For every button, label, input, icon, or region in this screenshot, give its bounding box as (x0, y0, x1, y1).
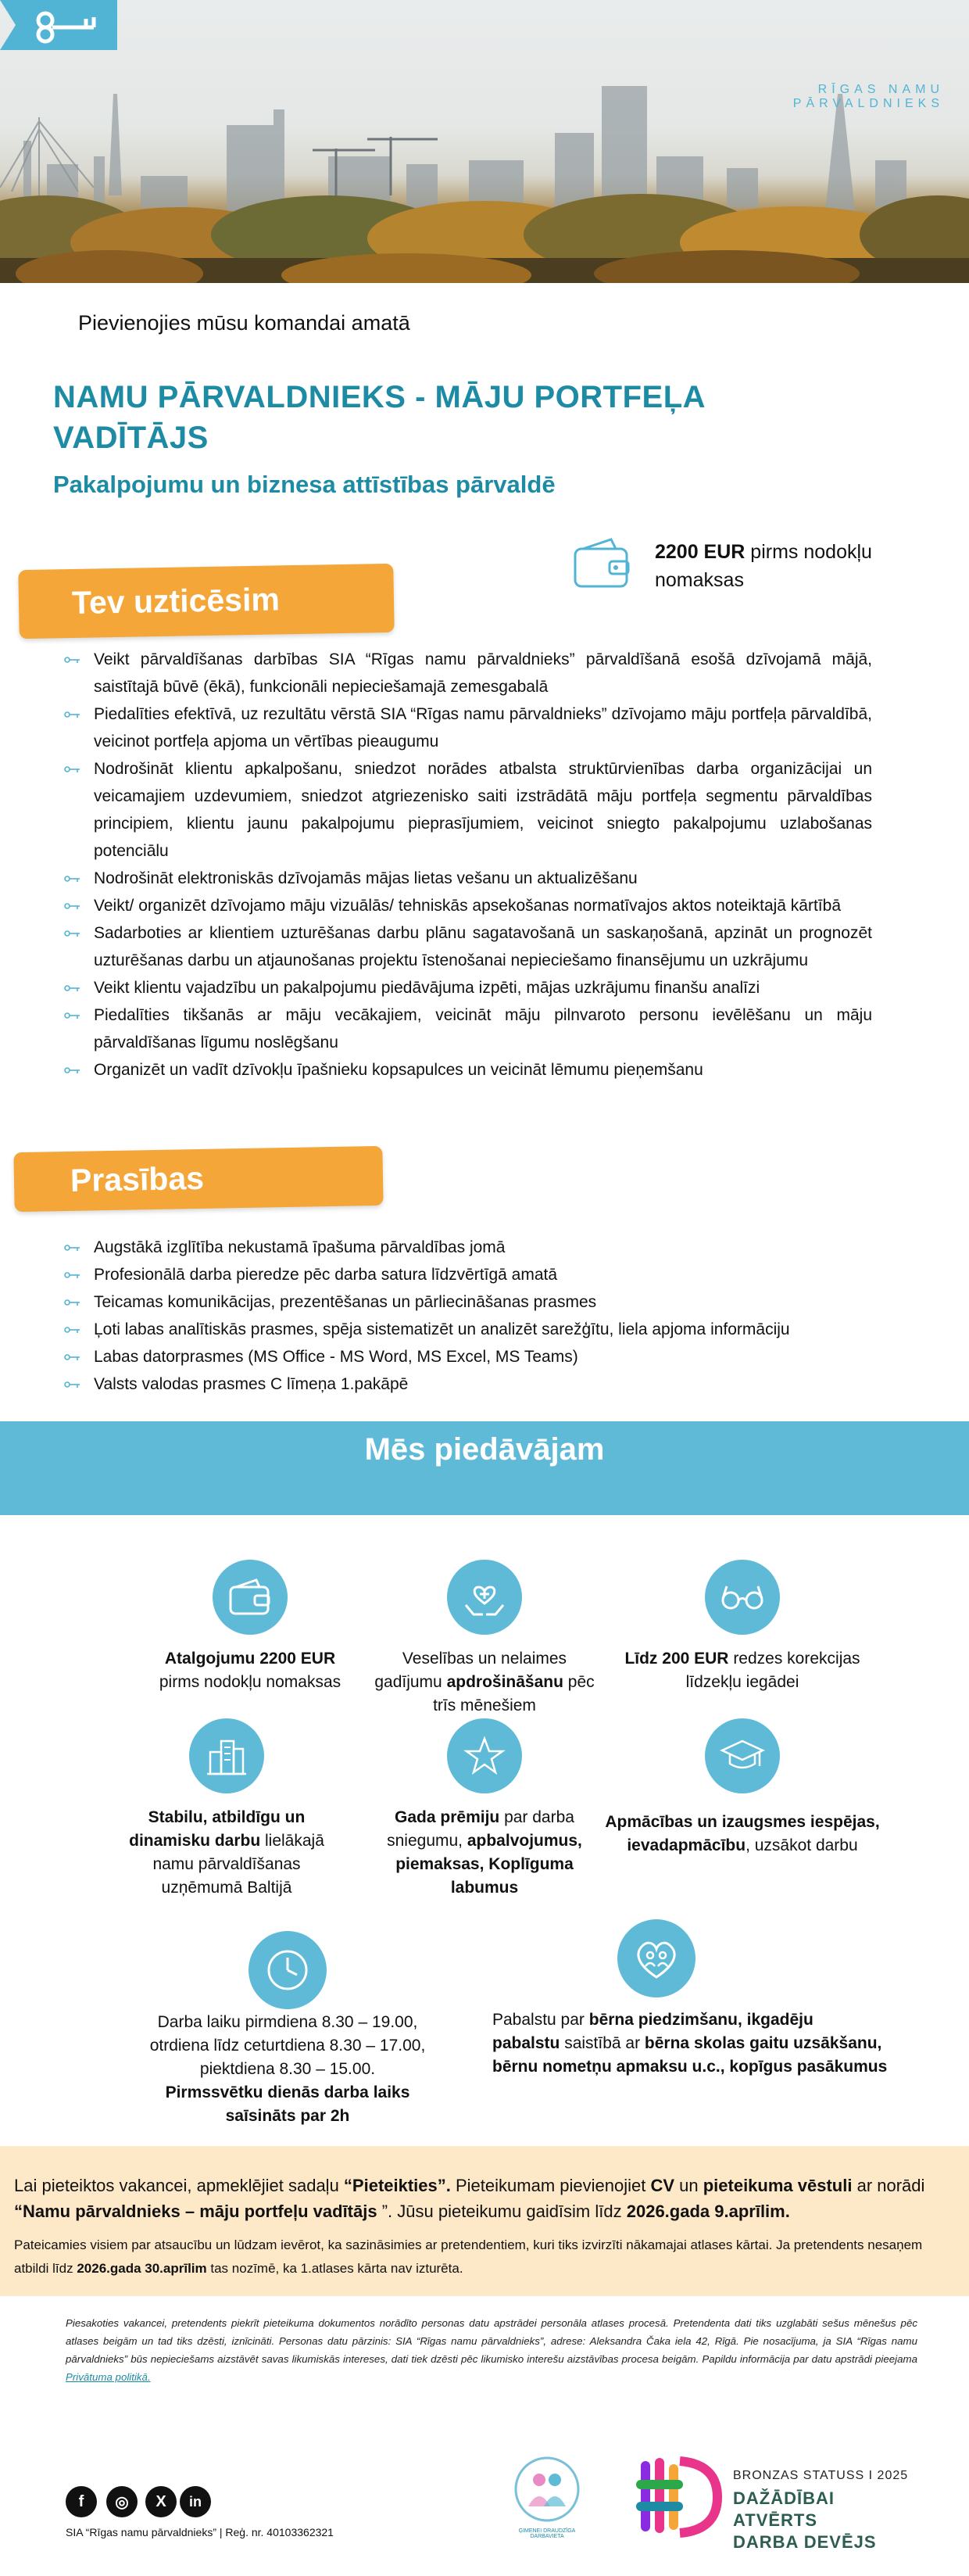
benefit-glasses-text (602, 1647, 883, 1694)
list-item-text: Nodrošināt elektroniskās dzīvojamās mājas lietas vešanu un aktualizēšanu (94, 869, 638, 887)
benefit-stable-line-2: namu pārvaldīšanas (152, 1855, 301, 1873)
apply-letter: pieteikuma vēstuli (703, 2176, 853, 2195)
benefit-bonus-text (367, 1806, 602, 1900)
department-subtitle: Pakalpojumu un biznesa attīstības pārvaldē (53, 471, 556, 498)
offer-section-header (0, 1421, 969, 1515)
list-item-text: Veikt klientu vajadzību un pakalpojumu piedāvājuma izpēti, mājas uzkrājumu finanšu analīzi (94, 979, 760, 997)
apply-followup-date: 2026.gada 30.aprīlim (77, 2261, 207, 2276)
star-icon (447, 1718, 522, 1793)
benefit-family-bold-4: bērnu nometņu apmaksu u.c., kopīgus pasākumus (492, 2058, 888, 2076)
apply-text-g: ar norādi (852, 2176, 925, 2195)
list-item-text: Veikt/ organizēt dzīvojamo māju vizuālās/ tehniskās apsekošanas normatīvajos aktos noteiktajā kārtībā (94, 897, 842, 915)
key-bullet-icon (64, 1270, 83, 1281)
benefit-stable-bold-2: dinamisku darbu (129, 1832, 261, 1850)
key-bullet-icon (64, 983, 83, 994)
benefit-insurance (344, 1560, 625, 1716)
family-friendly-caption: ĢIMENEI DRAUDZĪGA DARBAVIETA (518, 2528, 576, 2539)
apply-text-c: Pieteikumam pievienojiet (450, 2176, 651, 2195)
key-bullet-icon (64, 1065, 83, 1076)
privacy-policy-link[interactable]: Privātuma politikā. (66, 2371, 151, 2383)
intro-text: Pievienojies mūsu komandai amatā (78, 311, 410, 335)
list-item-text: Organizēt un vadīt dzīvokļu īpašnieku kopsapulces un veicināt lēmumu pieņemšanu (94, 1061, 703, 1079)
company-logo-key-icon (0, 0, 117, 50)
section-heading-requirements (13, 1146, 383, 1212)
list-item (64, 1001, 872, 1056)
list-item-text: Ļoti labas analītiskās prasmes, spēja sistematizēt un analizēt sarežģītu, liela apjoma informāciju (94, 1320, 790, 1338)
key-bullet-icon (64, 1297, 83, 1308)
benefit-glasses-line-2: līdzekļu iegādei (685, 1673, 799, 1691)
list-item (64, 1261, 872, 1288)
benefit-training-rest: , uzsākot darbu (746, 1836, 858, 1854)
key-bullet-icon (64, 873, 83, 884)
list-item-text: Piedalīties efektīvā, uz rezultātu vērstā SIA “Rīgas namu pārvaldnieks” dzīvojamo māju portfeļa pārvaldībā, veicinot portfeļa apjoma un vērtības pieaugumu (94, 705, 872, 751)
list-item (64, 755, 872, 865)
benefit-bonus-bold-3: piemaksas, Koplīguma (395, 1855, 574, 1873)
benefit-training-bold-2: ievadapmācību (627, 1836, 746, 1854)
list-item (64, 1343, 872, 1370)
key-bullet-icon (64, 1324, 83, 1335)
benefit-insurance-text (344, 1647, 625, 1718)
apply-cv: CV (650, 2176, 675, 2195)
apply-text-i: ”. Jūsu pieteikumu gaidīsim līdz (377, 2202, 627, 2221)
benefit-bonus-bold-1: Gada prēmiju (395, 1808, 500, 1826)
job-title (53, 377, 756, 458)
list-item (64, 1288, 872, 1316)
section-heading-trust (18, 564, 394, 639)
instagram-glyph: ◎ (115, 2493, 129, 2511)
benefit-training (602, 1718, 883, 1875)
key-bullet-icon (64, 764, 83, 775)
benefit-stable-line-3: uzņēmumā Baltijā (161, 1879, 292, 1897)
benefit-stable-bold-1: Stabilu, atbildīgu un (148, 1808, 306, 1826)
list-item (64, 865, 872, 892)
apply-position-reference: “Namu pārvaldnieks – māju portfeļu vadītājs (14, 2202, 377, 2221)
bronze-line-1: DAŽĀDĪBAI ATVĒRTS (733, 2488, 835, 2530)
city-building-icon (189, 1718, 264, 1793)
list-item (64, 1234, 872, 1261)
list-item-text: Teicamas komunikācijas, prezentēšanas un pārliecināšanas prasmes (94, 1293, 597, 1311)
privacy-text: Piesakoties vakancei, pretendents piekrīt pieteikuma dokumentos norādīto personas datu apstrādei personāla atlases procesā. Pretendenta dati tiks uzglabāti sešus mēnešus pēc atlases beigām un tad tiks dzēsti, iznīcināti. Personas datu pārzinis: SIA “Rīgas namu pārvaldnieks”, adrese: Aleksandra Čaka iela 42, Rīgā. Pie nosacījuma, ja SIA “Rīgas namu pārvaldnieks” būs nepieciešams aizstāvēt savas likumiskās intereses, dati tiek dzēsti pēc likumisko interešu aizstāvības procesa beigām. Papildu informācija par datu apstrādi pieejama (66, 2317, 917, 2365)
apply-followup-a: Pateicamies visiem par atsaucību un lūdzam ievērot, ka sazināsimies ar pretendentiem, kuri tiks izvirzīti nākamajai atlases kārtai. Ja pretendents nesaņem atbildi līdz (14, 2237, 923, 2276)
list-item-text: Piedalīties tikšanās ar māju vecākajiem, veicināt māju pilnvaroto personu ievēlēšanu un māju pārvaldīšanas līgumu noslēgšanu (94, 1006, 872, 1052)
benefit-insurance-line-3: trīs mēnešiem (433, 1696, 536, 1714)
benefit-bonus-bold-2: apbalvojumus, (467, 1832, 582, 1850)
list-item (64, 1316, 872, 1343)
benefit-hours-line-3: piektdiena 8.30 – 15.00. (199, 2060, 376, 2078)
clock-icon (249, 1931, 327, 2009)
linkedin-icon[interactable] (180, 2486, 211, 2517)
key-bullet-icon (64, 709, 83, 720)
benefit-stable-work (109, 1718, 344, 1906)
benefit-training-bold-1: Apmācības un izaugsmes iespējas, (605, 1813, 880, 1831)
requirements-list (64, 1234, 872, 1398)
list-item (64, 646, 872, 700)
benefit-bonus-bold-4: labumus (450, 1879, 519, 1897)
responsibilities-list (64, 646, 872, 1084)
family-heart-icon (617, 1919, 695, 1997)
bronze-status-title (733, 2488, 916, 2553)
application-followup-text (14, 2234, 949, 2280)
benefit-glasses-bold: Līdz 200 EUR (624, 1650, 729, 1668)
glasses-icon (705, 1560, 780, 1635)
list-item (64, 974, 872, 1001)
key-bullet-icon (64, 1352, 83, 1363)
benefit-bonus-line-1: par darba (499, 1808, 574, 1826)
benefit-family-support (484, 1919, 922, 2091)
list-item-text: Profesionālā darba pieredze pēc darba satura līdzvērtīgā amatā (94, 1266, 558, 1284)
benefit-family-bold-1: bērna piedzimšanu, ikgadēju (588, 2011, 813, 2029)
wallet-icon (213, 1560, 288, 1635)
benefit-bonus-line-2: sniegumu, (387, 1832, 467, 1850)
apply-followup-c: tas nozīmē, ka 1.atlases kārta nav izturēta. (206, 2261, 463, 2276)
bronze-status-label: BRONZAS STATUSS I 2025 (733, 2469, 909, 2482)
job-title-line-2: VADĪTĀJS (53, 421, 209, 455)
bronze-line-2: DARBA DEVĒJS (733, 2532, 877, 2552)
apply-text-e: un (674, 2176, 703, 2195)
diversity-employer-badge (635, 2453, 916, 2552)
list-item-text: Valsts valodas prasmes C līmeņa 1.pakāpē (94, 1375, 409, 1393)
list-item (64, 892, 872, 919)
privacy-notice (66, 2314, 917, 2386)
health-hands-icon (447, 1560, 522, 1635)
job-title-line-1: NAMU PĀRVALDNIEKS - MĀJU PORTFEĻA (53, 380, 706, 414)
key-bullet-icon (64, 1010, 83, 1021)
benefit-family-bold-2: pabalstu (492, 2034, 560, 2052)
apply-text-a: Lai pieteiktos vakancei, apmeklējiet sadaļu (14, 2176, 344, 2195)
key-bullet-icon (64, 654, 83, 665)
benefit-insurance-bold: apdrošināšanu (446, 1673, 563, 1691)
application-instructions (0, 2146, 969, 2296)
section-heading-trust-label: Tev uzticēsim (71, 581, 281, 621)
application-main-text (14, 2173, 949, 2224)
salary-summary (572, 535, 900, 597)
benefit-bonus (367, 1718, 602, 1906)
benefit-glasses (602, 1560, 883, 1708)
list-item-text: Veikt pārvaldīšanas darbības SIA “Rīgas namu pārvaldnieks” pārvaldīšanā esošā dzīvojamā mājā, saistītajā būvē (ēkā), funkcionāli nepieciešamajā zemesgabalā (94, 650, 872, 696)
family-friendly-logo-icon (511, 2452, 583, 2527)
riga-skyline-illustration (0, 0, 969, 283)
company-registration: SIA “Rīgas namu pārvaldnieks” | Reģ. nr. 40103362321 (66, 2526, 334, 2538)
apply-link-label[interactable]: “Pieteikties”. (343, 2176, 451, 2195)
benefit-hours-line-1: Darba laiku pirmdiena 8.30 – 19.00, (157, 2013, 418, 2031)
benefit-working-hours (116, 1931, 459, 2126)
facebook-icon[interactable] (66, 2486, 97, 2517)
list-item (64, 1056, 872, 1084)
benefit-insurance-line-1: Veselības un nelaimes (402, 1650, 567, 1668)
list-item-text: Augstākā izglītība nekustamā īpašuma pārvaldības jomā (94, 1238, 506, 1256)
benefit-salary-rest: pirms nodokļu nomaksas (159, 1673, 341, 1691)
salary-text (655, 538, 872, 594)
benefit-insurance-part-a: gadījumu (374, 1673, 447, 1691)
benefit-insurance-part-c: pēc (563, 1673, 595, 1691)
wallet-icon (572, 535, 631, 591)
benefit-family-text (492, 2008, 930, 2079)
logo-wordmark: RĪGAS NAMU PĀRVALDNIEKS (792, 83, 944, 110)
key-bullet-icon (64, 1242, 83, 1253)
benefit-salary-bold: Atalgojumu 2200 EUR (164, 1650, 336, 1668)
salary-text-part-1: pirms nodokļu (745, 541, 872, 563)
key-bullet-icon (64, 901, 83, 912)
list-item-text: Sadarboties ar klientiem uzturēšanas darbu plānu sagatavošanā un saskaņošanā, apzināt un prognozēt uzturēšanas darbu un atjaunošanas projektu īstenošanai nepieciešamo finansējumu un uzkrājumu (94, 924, 872, 969)
benefit-stable-work-text (109, 1806, 344, 1900)
benefit-hours-text (116, 2011, 459, 2128)
benefit-hours-bold-2: saīsināts par 2h (225, 2107, 350, 2125)
linkedin-glyph: in (189, 2493, 202, 2510)
x-icon[interactable] (145, 2486, 177, 2517)
benefit-hours-line-2: otrdiena līdz ceturtdiena 8.30 – 17.00, (149, 2037, 426, 2055)
benefit-family-part-2: saistībā ar (560, 2034, 645, 2052)
benefit-glasses-line-1: redzes korekcijas (728, 1650, 860, 1668)
list-item (64, 1370, 872, 1398)
key-bullet-icon (64, 1379, 83, 1390)
salary-text-part-2: nomaksas (655, 569, 744, 591)
benefit-family-part-1: Pabalstu par (492, 2011, 589, 2029)
hero-cityscape-banner (0, 0, 969, 283)
section-heading-requirements-label: Prasības (70, 1159, 205, 1198)
apply-deadline: 2026.gada 9.aprīlim. (626, 2202, 790, 2221)
key-bullet-icon (64, 928, 83, 939)
list-item (64, 919, 872, 974)
benefit-stable-line-1: lielākajā (260, 1832, 324, 1850)
facebook-glyph: f (78, 2492, 84, 2510)
instagram-icon[interactable] (106, 2486, 138, 2517)
salary-amount: 2200 EUR (655, 541, 746, 563)
list-item (64, 700, 872, 755)
diversity-badge-logo-icon (635, 2453, 722, 2541)
benefit-family-bold-3: bērna skolas gaitu uzsākšanu, (644, 2034, 882, 2052)
list-item-text: Labas datorprasmes (MS Office - MS Word, MS Excel, MS Teams) (94, 1348, 578, 1366)
offer-heading: Mēs piedāvājam (364, 1432, 605, 1467)
benefit-hours-bold-1: Pirmssvētku dienās darba laiks (165, 2083, 410, 2101)
list-item-text: Nodrošināt klientu apkalpošanu, sniedzot norādes atbalsta struktūrvienības darba organizācijai un veicamajiem uzdevumiem, sniedzot atgriezenisko saiti izstrādātā māju portfeļa segmentu pārvaldības principiem, klientu jaunu pakalpojumu pieprasījumiem, veicinot sniegto pakalpojumu uzlabošanas potenciālu (94, 760, 872, 860)
benefit-training-text (602, 1811, 883, 1858)
x-glyph: X (156, 2492, 166, 2510)
graduation-cap-icon (705, 1718, 780, 1793)
family-friendly-badge (511, 2452, 583, 2546)
